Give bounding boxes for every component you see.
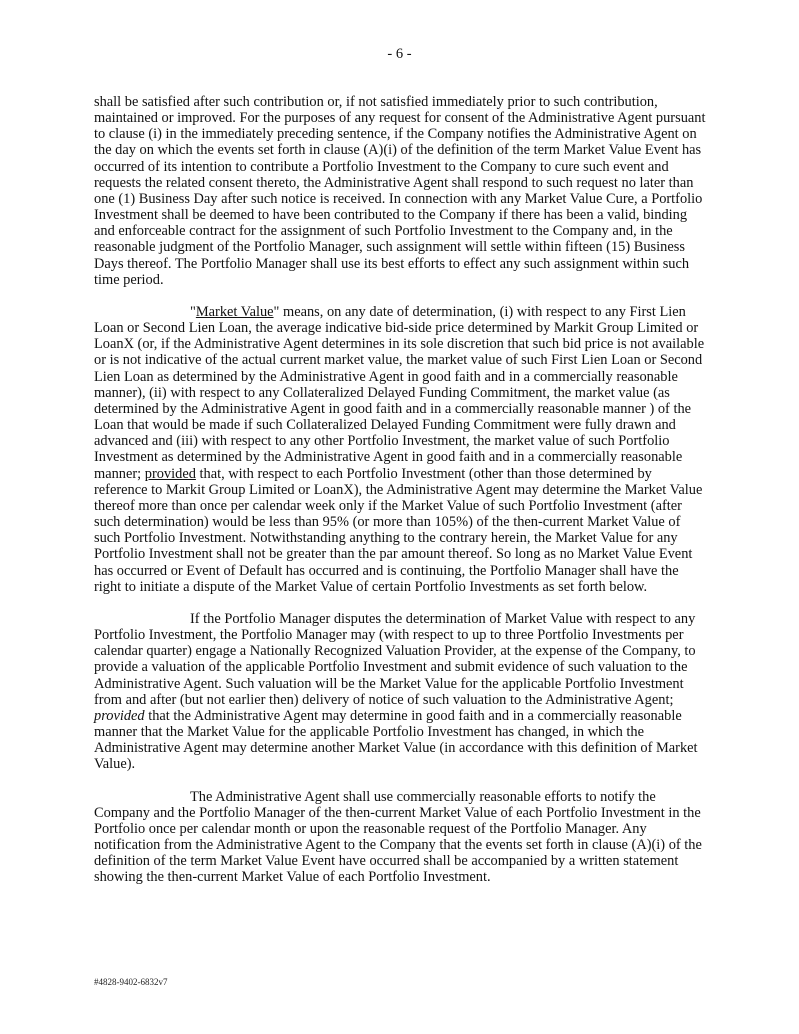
paragraph-contribution-cure: shall be satisfied after such contribution or, if not satisfied immediately prior to such contribution, maintained or improved. For the purposes of any request for consent of the Administrative Agent pursuant to clause (i) in the immediately preceding sentence, if the Company notifies the Administrative Agent on the day on which the events set forth in clause (A)(i) of the definition of the term Market Value Event has occurred of its intention to contribute a Portfolio Investment to the Company to cure such event and requests the related consent thereto, the Administrative Agent shall respond to such request no later than one (1) Business Day after such notice is received. In connection with any Market Value Cure, a Portfolio Investment shall be deemed to have been contributed to the Company if there has been a valid, binding and enforceable contract for the assignment of such Portfolio Investment to the Company and, in the reasonable judgment of the Portfolio Manager, such assignment will settle within fifteen (15) Business Days thereof. The Portfolio Manager shall use its best efforts to effect any such assignment within such time period. (94, 94, 706, 288)
paragraph-notification: The Administrative Agent shall use commercially reasonable efforts to notify the Company and the Portfolio Manager of the then-current Market Value of each Portfolio Investment in the Portfolio once per calendar month or upon the reasonable request of the Portfolio Manager. Any notification from the Administrative Agent to the Company that the events set forth in clause (A)(i) of the definition of the term Market Value Event have occurred shall be accompanied by a written statement showing the then-current Market Value of each Portfolio Investment. (94, 788, 702, 886)
dispute-text-a: If the Portfolio Manager disputes the determination of Market Value with respect to any Portfolio Investment, the Portfolio Manager may (with respect to up to three Portfolio Investments per calendar quarter) engage a Nationally Recognized Valuation Provider, at the expense of the Company, to provide a valuation of the applicable Portfolio Investment and submit evidence of such valuation to the Administrative Agent. Such valuation will be the Market Value for the applicable Portfolio Investment from and after (but not earlier then) delivery of notice of such valuation to the Administrative Agent; (94, 610, 696, 708)
provided-underlined: provided (144, 465, 196, 482)
definition-text-b: that, with respect to each Portfolio Investment (other than those determined by reference to Markit Group Limited or LoanX), the Administrative Agent may determine the Market Value thereof more than once per calendar week only if the Market Value of such Portfolio Investment (after such determination) would be less than 95% (or more than 105%) of the then-current Market Value of such Portfolio Investment. Notwithstanding anything to the contrary herein, the Market Value for any Portfolio Investment shall not be greater than the par amount thereof. So long as no Market Value Event has occurred or Event of Default has occurred and is continuing, the Portfolio Manager shall have the right to initiate a dispute of the Market Value of certain Portfolio Investments as set forth below. (94, 465, 703, 595)
open-quote: " (190, 304, 196, 321)
provided-italic: provided (94, 707, 145, 724)
defined-term-market-value: Market Value (195, 304, 274, 321)
document-id-footer: #4828-9402-6832v7 (94, 977, 168, 987)
document-body (94, 94, 708, 902)
dispute-text-b: that the Administrative Agent may determine in good faith and in a commercially reasonable manner that the Market Value for the applicable Portfolio Investment has changed, in which the Administrative Agent may determine another Market Value (in accordance with this definition of Market Value). (94, 707, 698, 773)
paragraph-dispute (94, 611, 708, 773)
definition-text-a: " means, on any date of determination, (i) with respect to any First Lien Loan or Second Lien Loan, the average indicative bid-side price determined by Markit Group Limited or LoanX (or, if the Administrative Agent determines in its sole discretion that such bid price is not available or is not indicative of the actual current market value, the market value of such First Lien Loan or Second Lien Loan as determined by the Administrative Agent in good faith and in a commercially reasonable manner), (ii) with respect to any Collateralized Delayed Funding Commitment, the market value (as determined by the Administrative Agent in good faith and in a commercially reasonable manner ) of the Loan that would be made if such Collateralized Delayed Funding Commitment were fully drawn and advanced and (iii) with respect to any other Portfolio Investment, the market value of such Portfolio Investment as determined by the Administrative Agent in good faith and in a commercially reasonable manner; (94, 304, 705, 482)
paragraph-market-value-definition (94, 304, 708, 595)
page-number: - 6 - (387, 46, 412, 62)
